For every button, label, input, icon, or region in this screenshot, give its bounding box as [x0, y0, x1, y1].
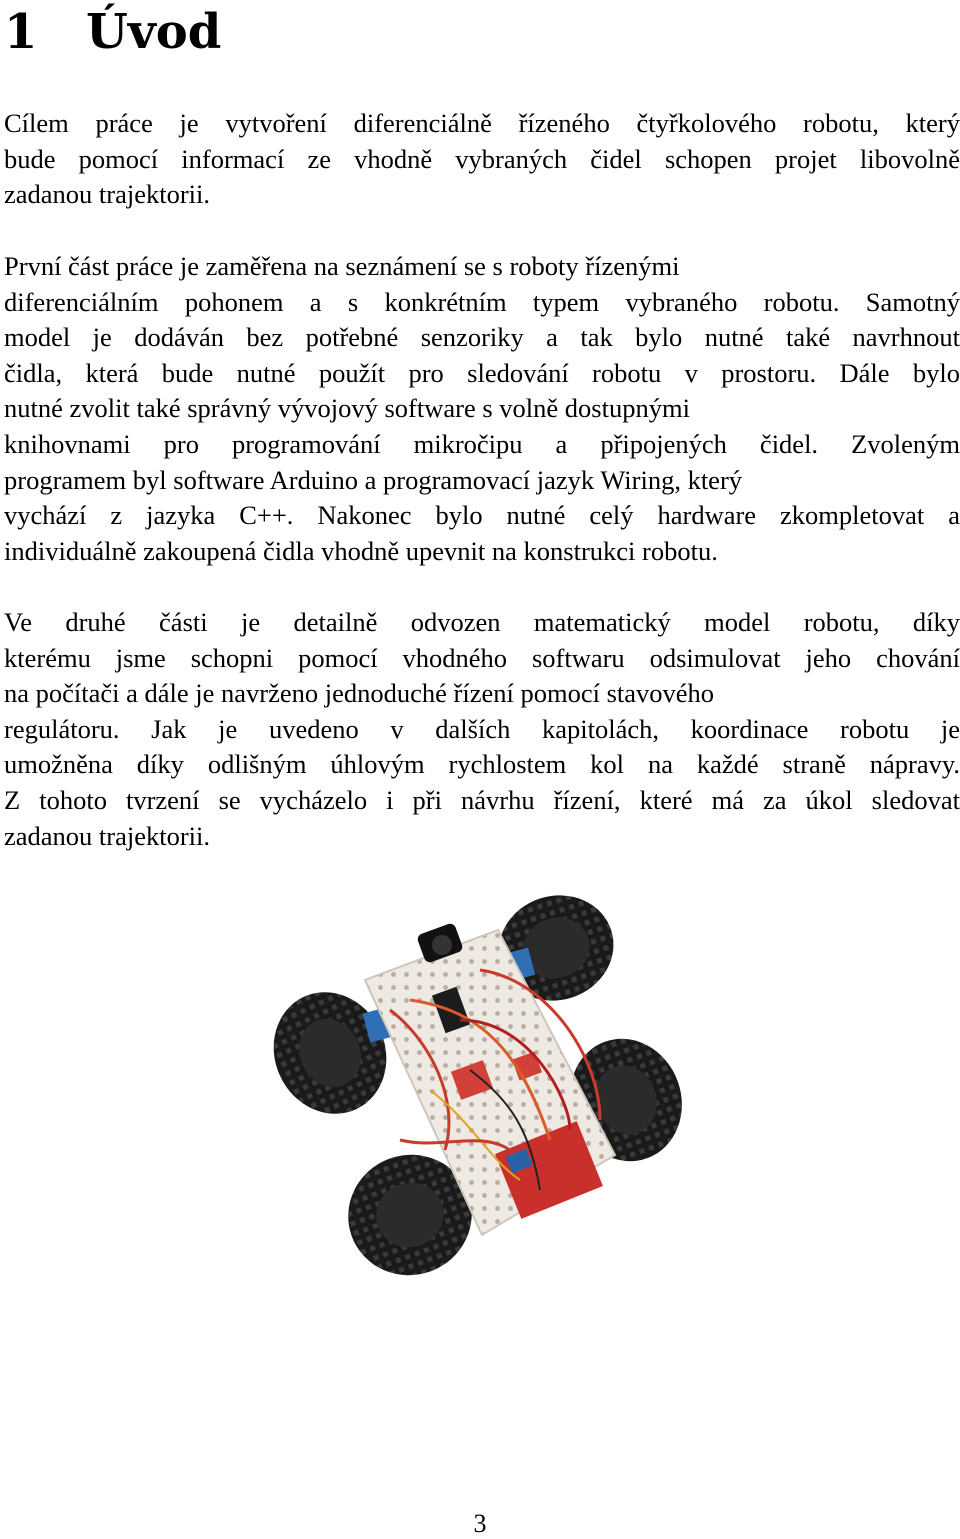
text-line: model je dodáván bez potřebné senzoriky a tak bylo nutné také navrhnout	[4, 322, 960, 353]
chapter-heading	[4, 0, 221, 64]
text-line: Ve druhé části je detailně odvozen matematický model robotu, díky	[4, 607, 960, 637]
text-line: knihovnami pro programování mikročipu a připojených čidel. Zvoleným	[4, 428, 960, 459]
text-line: První část práce je zaměřena na seznámení se s roboty řízenými	[4, 251, 680, 281]
text-line: Cílem práce je vytvoření diferenciálně řízeného čtyřkolového robotu, který	[4, 108, 960, 138]
chapter-title: Úvod	[86, 4, 222, 60]
text-line: umožněna díky odlišným úhlovým rychlostem kol na každé straně nápravy.	[4, 749, 960, 780]
text-line: zadanou trajektorii.	[4, 820, 211, 851]
page-number: 3	[473, 1509, 487, 1538]
text-line: bude pomocí informací ze vhodně vybraných čidel schopen projet libovolně	[4, 143, 960, 174]
robot-photo	[270, 890, 690, 1285]
text-line: programem byl software Arduino a programovací jazyk Wiring, který	[4, 464, 743, 495]
text-line: čidla, která bude nutné použít pro sledování robotu v prostoru. Dále bylo	[4, 357, 960, 388]
text-line: regulátoru. Jak je uvedeno v dalších kapitolách, koordinace robotu je	[4, 713, 960, 744]
chapter-number: 1	[4, 4, 38, 60]
text-line: kterému jsme schopni pomocí vhodného softwaru odsimulovat jeho chování	[4, 642, 960, 673]
paragraph-part-two	[4, 605, 960, 854]
paragraph-intro-goal	[4, 106, 960, 213]
paragraph-part-one	[4, 249, 960, 569]
text-line: diferenciálním pohonem a s konkrétním typem vybraného robotu. Samotný	[4, 286, 960, 317]
text-line: nutné zvolit také správný vývojový software s volně dostupnými	[4, 393, 690, 424]
text-line: zadanou trajektorii.	[4, 179, 211, 210]
text-line: na počítači a dále je navrženo jednoduché řízení pomocí stavového	[4, 678, 715, 709]
text-line: Z tohoto tvrzení se vycházelo i při návrhu řízení, které má za úkol sledovat	[4, 784, 960, 815]
text-line: individuálně zakoupená čidla vhodně upevnit na konstrukci robotu.	[4, 535, 718, 566]
text-line: vychází z jazyka C++. Nakonec bylo nutné celý hardware zkompletovat a	[4, 500, 960, 531]
robot-illustration	[270, 890, 690, 1285]
